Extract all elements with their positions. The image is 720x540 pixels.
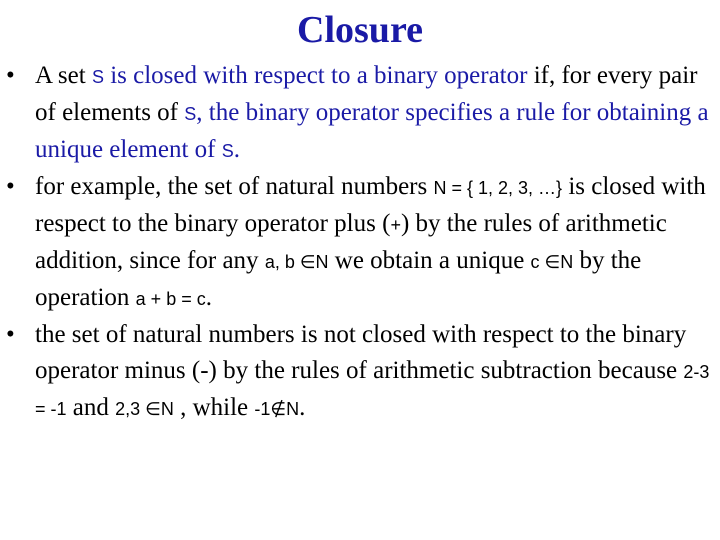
- text: , while: [173, 394, 255, 421]
- math-plus: +: [390, 215, 401, 235]
- slide-title: Closure: [297, 9, 423, 51]
- math-2-3-in-n: 2,3 ∈N: [115, 399, 174, 419]
- bullet-dot: •: [6, 62, 15, 89]
- bullet-subtraction-counterexample: [6, 317, 712, 427]
- bullet-closure-definition: [6, 58, 712, 169]
- text: .: [299, 394, 306, 421]
- bullet-addition-example: [6, 169, 712, 317]
- text: for example, the set of natural numbers: [35, 173, 434, 200]
- bullet-dot: •: [6, 321, 15, 348]
- text: .: [205, 284, 212, 311]
- text: if, for every pair of elements of: [35, 62, 698, 126]
- math-difference-equation: 2-3 = -1: [35, 362, 710, 419]
- bullet-dot: •: [6, 173, 15, 200]
- text: we obtain a unique: [328, 247, 531, 274]
- math-natural-set: N = { 1, 2, 3, …}: [433, 178, 563, 198]
- text: by the operation: [35, 247, 642, 311]
- bullet-list: [6, 58, 712, 427]
- math-a-b-in-n: a, b ∈N: [264, 252, 329, 272]
- text: ) by the rules of arithmetic addition, since for any: [35, 210, 667, 274]
- text: .: [233, 136, 241, 163]
- math-minus1-not-in-n: -1∉N: [254, 399, 300, 419]
- set-s-symbol: S: [221, 141, 234, 161]
- set-s-symbol: S: [184, 104, 197, 124]
- text: A set: [35, 62, 92, 89]
- math-c-in-n: c ∈N: [530, 252, 574, 272]
- text: , the binary operator specifies a rule for obtaining a unique element of: [35, 99, 709, 163]
- math-sum-equation: a + b = c: [135, 289, 206, 309]
- text: and: [66, 394, 116, 421]
- text: is closed with respect to the binary operator plus (: [35, 173, 706, 237]
- text: is closed with respect to a binary operator: [103, 62, 534, 89]
- text: the set of natural numbers is not closed with respect to the binary operator minus (-) by the rules of arithmetic subtraction because: [35, 321, 687, 384]
- set-s-symbol: S: [91, 67, 104, 87]
